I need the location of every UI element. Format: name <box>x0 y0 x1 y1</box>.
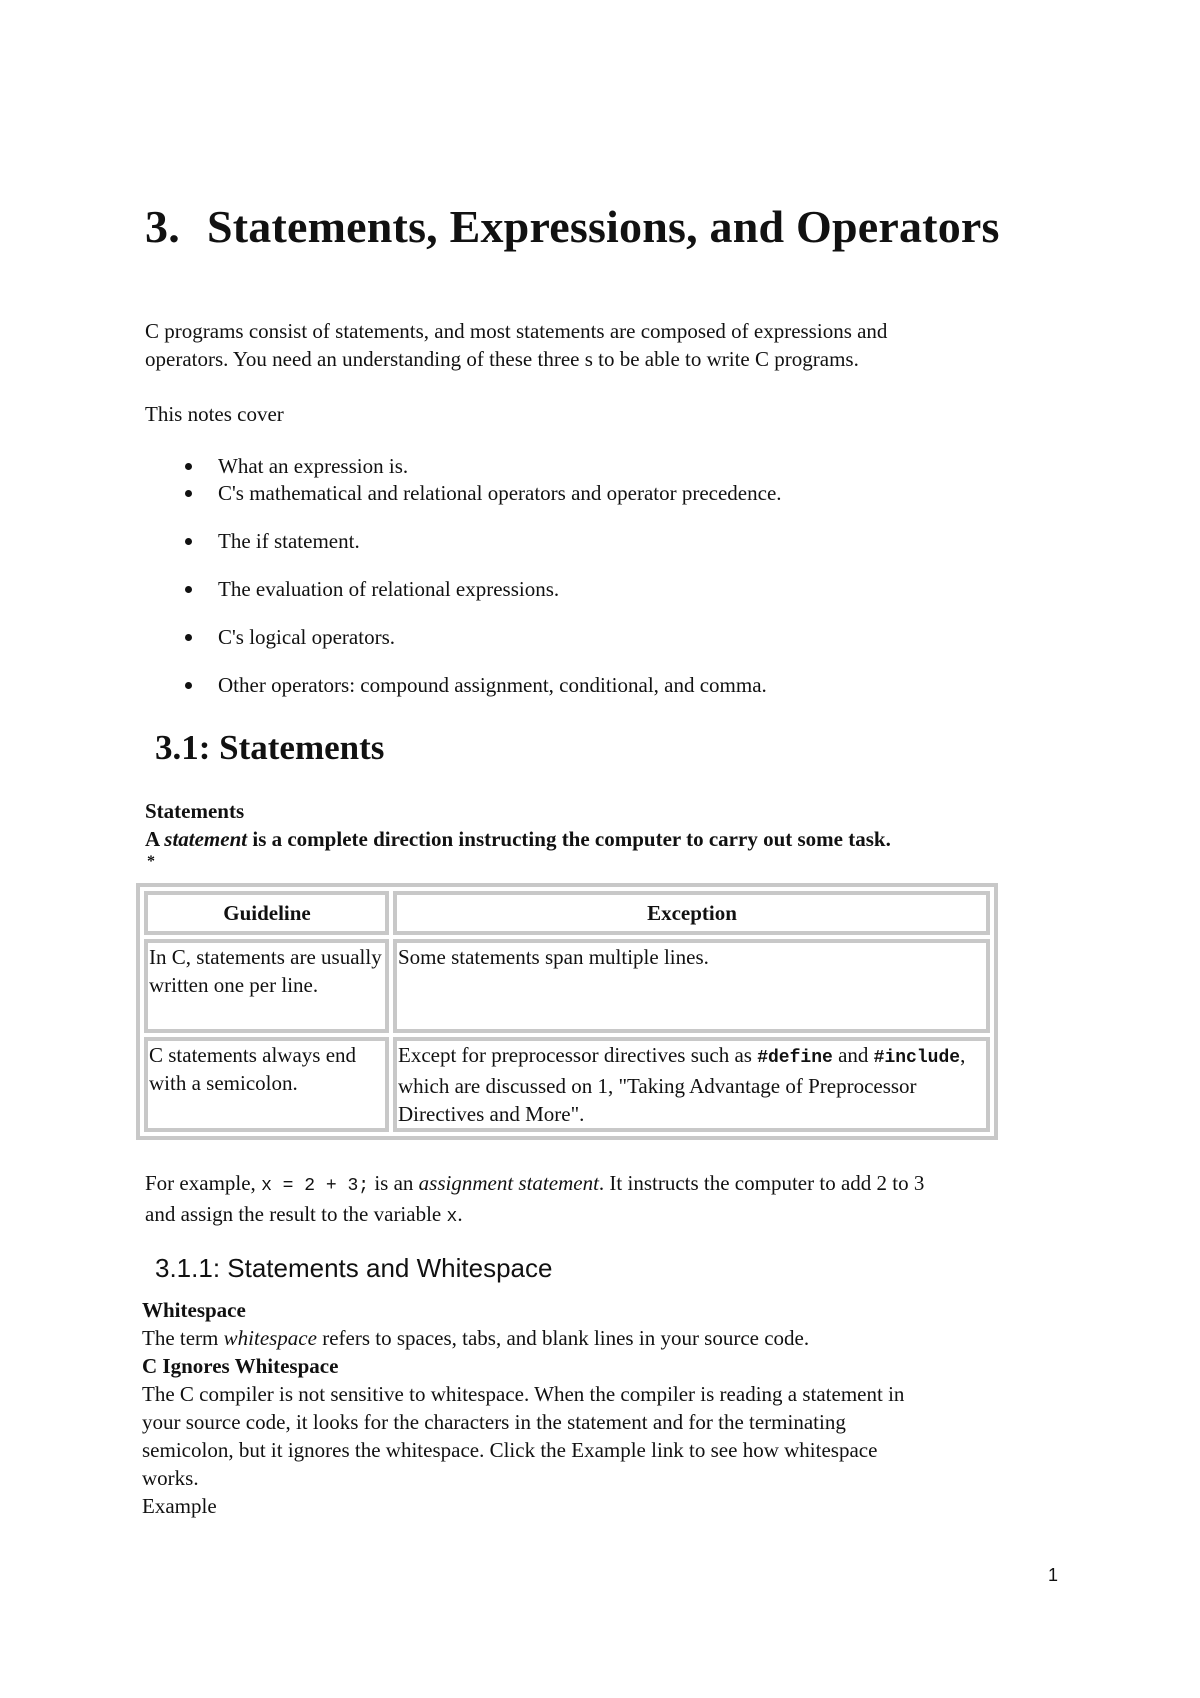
c-ignores-whitespace-label: C Ignores Whitespace <box>142 1354 339 1378</box>
table-row <box>144 939 990 1033</box>
exception-cell: Except for preprocessor directives such as #define and #include, which are discussed on 1, "Taking Advantage of Preprocessor Directives and More". <box>393 1037 990 1132</box>
example-paragraph: For example, x = 2 + 3; is an assignment statement. It instructs the computer to add 2 to 3 and assign the result to the variable x. <box>145 1171 925 1227</box>
intro-paragraph <box>145 317 887 373</box>
include-code: #include <box>873 1048 961 1068</box>
page-number: 1 <box>1048 1565 1059 1585</box>
guideline-cell: In C, statements are usually written one per line. <box>144 939 389 1033</box>
asterisk-note: * <box>147 853 155 870</box>
chapter-number: 3. <box>145 201 180 252</box>
covers-label: This notes cover <box>145 402 284 426</box>
bullet-icon <box>185 538 192 545</box>
chapter-title-text: Statements, Expressions, and Operators <box>207 201 1000 252</box>
exception-header: Exception <box>393 891 990 935</box>
table-header-row <box>144 891 990 935</box>
intro-line-1: C programs consist of statements, and most statements are composed of expressions and <box>145 319 888 343</box>
ignores-line-1: The C compiler is not sensitive to whitespace. When the compiler is reading a statement in <box>142 1382 905 1406</box>
statement-term: statement <box>164 827 248 851</box>
whitespace-label: Whitespace <box>142 1298 246 1322</box>
intro-line-2: operators. You need an understanding of these three s to be able to write C programs. <box>145 347 859 371</box>
bullet-icon <box>185 490 192 497</box>
whitespace-term: whitespace <box>223 1326 317 1350</box>
bullet-icon <box>185 586 192 593</box>
ignores-line-3: semicolon, but it ignores the whitespace. Click the Example link to see how whitespace <box>142 1438 878 1462</box>
table-row <box>144 1037 990 1132</box>
assignment-code: x = 2 + 3; <box>261 1176 370 1196</box>
bullet-icon <box>185 682 192 689</box>
guideline-cell: C statements always end with a semicolon. <box>144 1037 389 1132</box>
section-3-1-heading: 3.1: Statements <box>155 728 385 767</box>
ignores-line-2: your source code, it looks for the characters in the statement and for the terminating <box>142 1410 846 1434</box>
guideline-header: Guideline <box>144 891 389 935</box>
section-3-1-1-heading: 3.1.1: Statements and Whitespace <box>155 1253 553 1283</box>
exception-cell: Some statements span multiple lines. <box>393 939 990 1033</box>
bullet-icon <box>185 463 192 470</box>
assignment-term: assignment statement <box>418 1171 599 1195</box>
ignores-line-4: works. <box>142 1466 199 1490</box>
guideline-table <box>136 883 998 1140</box>
statement-definition: A statement is a complete direction instructing the computer to carry out some task. <box>145 827 891 851</box>
chapter-title <box>145 200 1000 253</box>
document-page: 3. Statements, Expressions, and Operators C programs consist of statements, and most statements are composed of expressions and operators. You need an understanding of these three s to be able to write C programs. This notes cover What an expression is. C's mathematical and relational operators and operator precedence. The if statement. The evaluation of relational expressions. C's logical operators. Other operators: compound assignment, conditional, and comma. 3.1: Statements Statements A statement is a complete direction instructing the computer to carry out some task. * Guideline Exception In C, statements are usually written one per line. Some statements span multiple lines. C statements always end with a semicolon. Except for preprocessor directives such as #define and #include, which are discussed on 1, "Taking Advantage of Preprocessor Directives and More". For example, x = 2 + 3; is an assignment statement. It instructs the computer to add 2 to 3 and assign the result to the variable x. 3.1.1: Statements and Whitespace Whitespace The term whitespace refers to spaces, tabs, and blank lines in your source code. C Ignores Whitespace The C compiler is not sensitive to whitespace. When the compiler is reading a statement in your source code, it looks for the characters in the statement and for the terminating semicolon, but it ignores the whitespace. Click the Example link to see how whitespace works. Example 1 <box>0 0 1200 1698</box>
variable-code: x <box>446 1207 458 1227</box>
bullet-icon <box>185 634 192 641</box>
example-link[interactable]: Example <box>142 1494 217 1518</box>
whitespace-section <box>142 1296 904 1520</box>
whitespace-definition: The term whitespace refers to spaces, tabs, and blank lines in your source code. <box>142 1326 810 1350</box>
statements-label: Statements <box>145 799 245 823</box>
define-code: #define <box>757 1048 833 1068</box>
